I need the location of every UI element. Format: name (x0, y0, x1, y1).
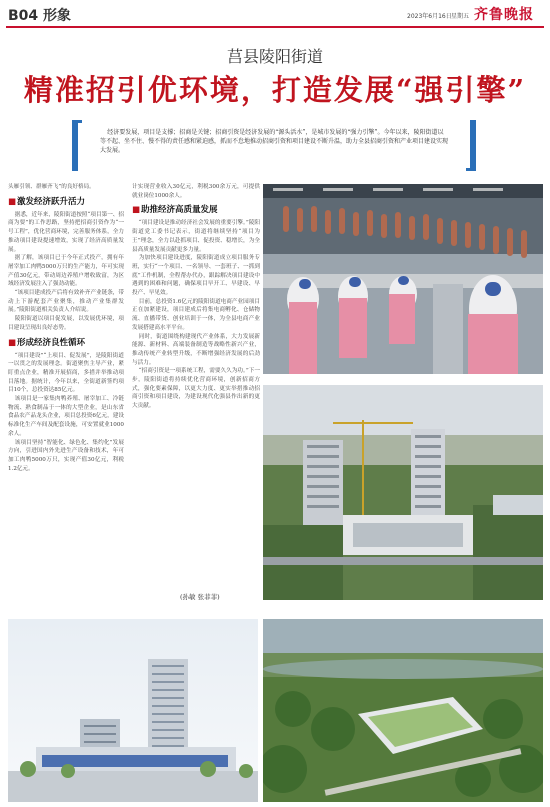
author-credit: (孙敏 张菲菲) (180, 593, 220, 601)
section-heading-3: ■助推经济高质量发展 (132, 205, 218, 216)
article-kicker: 莒县陵阳街道 (226, 47, 323, 66)
article-headline: 精准招引优环境，打造发展“强引擎” (23, 73, 527, 107)
heading-marker-icon: ■ (8, 337, 17, 348)
col2-paragraph: 目前，总投资1.6亿元的陵阳街道电商产业园项目正在加紧建设，项目建成后将集电商孵化、仓储物流、直播带货、创业培训于一体，为全县电商产业发展搭建高水平平台。 (132, 298, 260, 331)
col2-intro: 计实现营业收入30亿元，利税300余万元，可提供就业岗位1000余人。 (132, 184, 260, 199)
heading-marker-icon: ■ (8, 196, 17, 207)
col1-paragraph: 该项目是一家集肉鸭养殖、屠宰加工、冷链物流、熟食制品于一体的大型企业，是山东省食品农产品龙头企业，项目总投资6亿元，建设标准化生产车间及配套设施，可安置就业1000余人。 (8, 396, 124, 437)
col1-paragraph: 该项目坚持“智能化、绿色化、集约化”发展方向，引进国内外先进生产设备和技术，年可加工肉鸭5000万只，实现产值30亿元，利税1.2亿元。 (8, 439, 124, 472)
col2-paragraph: 为加快项目建设进度，陵阳街道成立项目服务专班，实行“一个项目、一名领导、一套班子、一抓到底”工作机制，全程帮办代办，跟踪解决项目建设中遇到的困难和问题，确保项目早开工、早建设、早投产、早见效。 (132, 255, 260, 297)
section-heading-1: ■激发经济跃升活力 (8, 196, 86, 207)
section-code: B04 形象 (8, 8, 72, 24)
lead-paragraph: 经济要发展，项目是支撑；招商是关键；招商引资是经济发展的“源头活水”，是城市发展的“强力引擎”。今年以来，陵阳街道以等不起、坐不住、慢不得的责任感和紧迫感，抓而不怠地推动招商引资和项目建设不断升温，助力全县招商引资和产业项目建设实现大发展。 (100, 129, 449, 154)
section-heading-2: ■形成经济良性循环 (8, 337, 86, 348)
col1-intro: 头雁引领、群雁齐飞”的良好格局。 (8, 184, 95, 190)
heading-marker-icon: ■ (132, 205, 141, 216)
col2-paragraph: 同时，街道围绕构建现代产业体系，大力发展新能源、新材料、高端装备制造等战略性新兴产业，推动传统产业转型升级，不断增强经济发展的后劲与活力。 (132, 333, 260, 366)
column-1 (8, 183, 124, 615)
issue-date: 2023年6月16日 (407, 13, 452, 20)
col1-paragraph: 据悉，近年来，陵阳街道按照“项目第一、招商为要”的工作思路，坚持把招商引资作为“一号工程”，优化营商环境，完善服务体系，全力推动项目建设提速增效，实现了经济高质量发展。 (8, 211, 124, 253)
park-aerial-photo (263, 619, 543, 802)
industrial-park-aerial-photo (263, 385, 543, 600)
lead-box (72, 120, 476, 171)
factory-processing-photo (263, 184, 543, 374)
issue-weekday: 星期五 (451, 13, 470, 20)
newspaper-logo: 齐鲁晚报 (474, 7, 534, 23)
col1-paragraph: “项目建设”“上项目、促发展”，是陵阳街道一以贯之的发展理念。街道聚焦主导产业，紧盯重点企业，精准开展招商，多措并举推动项目落地。据统计，今年以来，全街道新签约项目10个，总投资达85亿元。 (8, 352, 124, 394)
column-2 (132, 183, 260, 608)
col1-paragraph: 陵阳街道以项目促发展，以发展优环境，项目建设呈现出良好态势。 (8, 316, 124, 331)
masthead-rule (6, 26, 544, 28)
col1-paragraph: 据了解，该项目已于今年正式投产，拥有年屠宰加工肉鸭5000万只的生产能力，年可实现产值30亿元，带动周边养殖户增收致富，为区域经济发展注入了强劲动能。 (8, 255, 124, 288)
office-building-render (8, 619, 258, 802)
col2-paragraph: “招商引资是一项系统工程，需要久久为功。”下一步，陵阳街道将持续优化营商环境，创新招商方式，强化要素保障，以更大力度、更实举措推动招商引资和项目建设，为建设现代化强县作出新的更大贡献。 (132, 368, 260, 410)
col1-paragraph: “该项目建成投产后将有效补齐产业链条，带动上下游配套产业聚集，推动产业集群发展。”陵阳街道相关负责人介绍说。 (8, 290, 124, 314)
col2-paragraph: “项目建设是推动经济社会发展的重要引擎。”陵阳街道党工委书记表示，街道将继续坚持“项目为王”理念，全力以赴抓项目、促投资、稳增长，为全县高质量发展贡献更多力量。 (132, 220, 260, 253)
